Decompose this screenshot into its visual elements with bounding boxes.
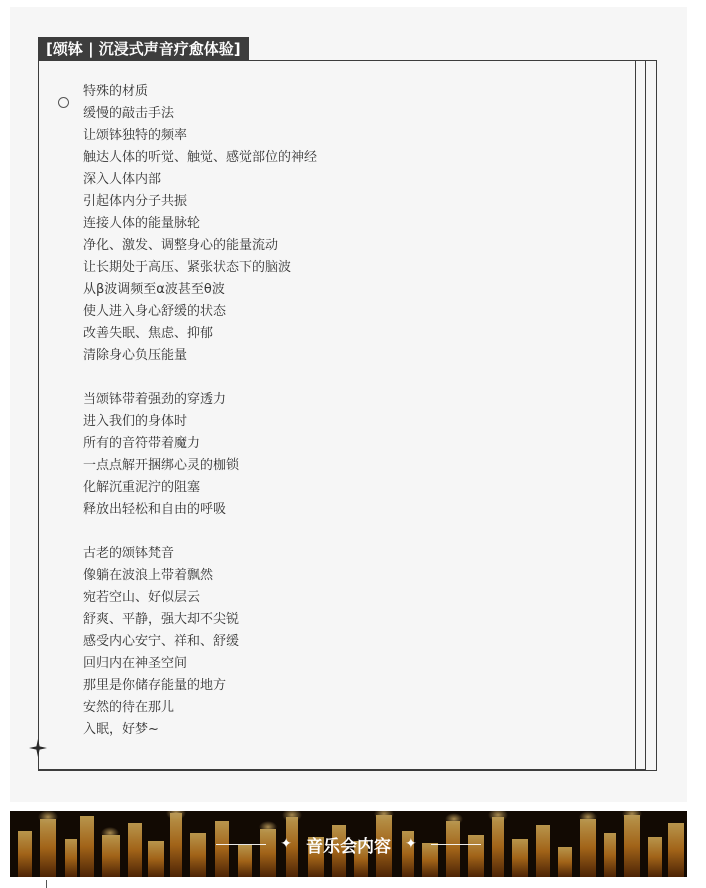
poem-line: 使人进入身心舒缓的状态 xyxy=(83,304,227,319)
poem-line: 让长期处于高压、紧张状态下的脑波 xyxy=(83,260,292,275)
poem-line: 古老的颂钵梵音 xyxy=(83,546,175,561)
poem-line: 入眠，好梦~ xyxy=(83,722,159,737)
poem-line: 连接人体的能量脉轮 xyxy=(83,216,201,231)
poem-line: 宛若空山、好似层云 xyxy=(83,590,201,605)
poem-line: 像躺在波浪上带着飘然 xyxy=(83,568,214,583)
poem-line: 从β波调频至α波甚至θ波 xyxy=(83,282,225,297)
poem-line: 所有的音符带着魔力 xyxy=(83,436,201,451)
poem-text xyxy=(83,81,623,741)
poem-line: 感受内心安宁、祥和、舒缓 xyxy=(83,634,240,649)
poem-line: 净化、激发、调整身心的能量流动 xyxy=(83,238,279,253)
sparkle-icon xyxy=(29,739,47,757)
stanza-3 xyxy=(83,543,623,741)
poem-line: 缓慢的敲击手法 xyxy=(83,106,175,121)
banner-title-row xyxy=(10,811,687,877)
poem-line: 那里是你储存能量的地方 xyxy=(83,678,227,693)
poem-line: 一点点解开捆绑心灵的枷锁 xyxy=(83,458,240,473)
star-icon: ✦ xyxy=(280,836,292,852)
stanza-gap xyxy=(83,367,623,389)
poem-line: 化解沉重泥泞的阻塞 xyxy=(83,480,201,495)
poem-line: 深入人体内部 xyxy=(83,172,162,187)
circle-icon xyxy=(58,97,69,108)
poem-line: 回归内在神圣空间 xyxy=(83,656,188,671)
banner-divider-left xyxy=(216,844,266,845)
star-icon: ✦ xyxy=(405,836,417,852)
poem-line: 进入我们的身体时 xyxy=(83,414,188,429)
concert-banner xyxy=(10,811,687,877)
stanza-gap xyxy=(83,521,623,543)
banner-title: 音乐会内容 xyxy=(306,836,391,857)
poem-line: 改善失眠、焦虑、抑郁 xyxy=(83,326,214,341)
poem-line: 引起体内分子共振 xyxy=(83,194,188,209)
poem-line: 清除身心负压能量 xyxy=(83,348,188,363)
poem-line: 当颂钵带着强劲的穿透力 xyxy=(83,392,227,407)
banner-divider-right xyxy=(431,844,481,845)
stanza-2 xyxy=(83,389,623,521)
section-title: [颂钵 | 沉浸式声音疗愈体验] xyxy=(38,37,249,61)
poem-line: 释放出轻松和自由的呼吸 xyxy=(83,502,227,517)
poem-line: 让颂钵独特的频率 xyxy=(83,128,188,143)
stanza-1 xyxy=(83,81,623,367)
poem-line: 触达人体的听觉、触觉、感觉部位的神经 xyxy=(83,150,318,165)
poem-line: 安然的待在那儿 xyxy=(83,700,175,715)
poem-line: 舒爽、平静，强大却不尖锐 xyxy=(83,612,240,627)
poem-line: 特殊的材质 xyxy=(83,84,149,99)
bottom-tick-mark xyxy=(46,880,47,888)
